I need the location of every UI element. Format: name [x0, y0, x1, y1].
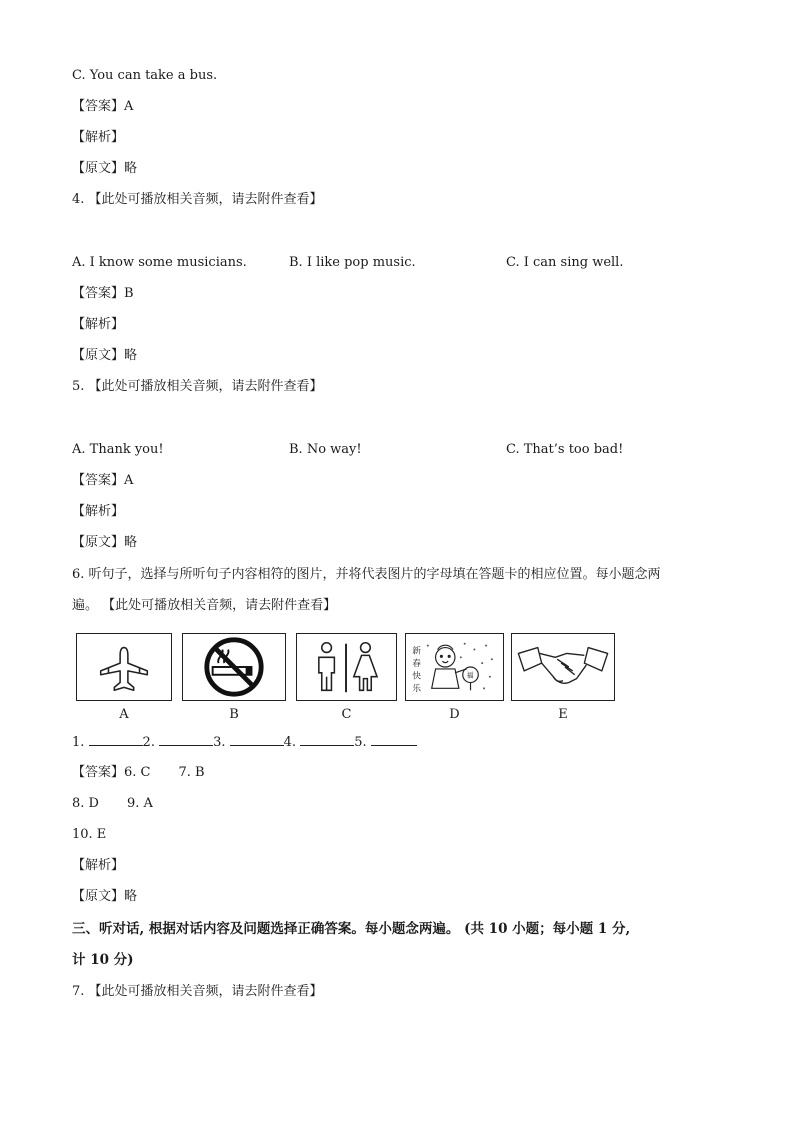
- q5-answer: 【答案】A: [72, 473, 134, 488]
- blank-label-2: 2.: [142, 735, 160, 750]
- new-year-child-icon: [406, 634, 503, 700]
- blank-3[interactable]: [230, 733, 284, 746]
- blank-5[interactable]: [371, 733, 417, 746]
- blank-2[interactable]: [159, 733, 213, 746]
- q6-blanks-row: [72, 733, 417, 752]
- picture-d-label: D: [449, 707, 460, 722]
- picture-d-char-4: 乐: [412, 684, 421, 695]
- picture-d-char-1: 新: [412, 646, 421, 657]
- q6-original: 【原文】略: [72, 889, 138, 904]
- q4-option-b: B. I like pop music.: [289, 255, 416, 270]
- picture-e: [511, 633, 615, 701]
- picture-b: [182, 633, 286, 701]
- restroom-icon: [297, 634, 396, 700]
- q3-analysis: 【解析】: [72, 130, 125, 145]
- q6-prompt-line1: 6. 听句子，选择与所听句子内容相符的图片，并将代表图片的字母填在答题卡的相应位置。每小题念两: [72, 567, 661, 582]
- q7-prompt: 7. 【此处可播放相关音频，请去附件查看】: [72, 984, 323, 999]
- blank-1[interactable]: [89, 733, 143, 746]
- section3-title-line1: 三、听对话, 根据对话内容及问题选择正确答案。每小题念两遍。 (共 10 小题；每小题 1 分,: [72, 921, 631, 937]
- picture-a: [76, 633, 172, 701]
- q6-answer-9: 9. A: [126, 796, 153, 811]
- picture-d-char-3: 快: [412, 671, 421, 682]
- q5-original: 【原文】略: [72, 535, 138, 550]
- q4-analysis: 【解析】: [72, 317, 125, 332]
- no-smoking-icon: [183, 634, 285, 700]
- picture-a-label: A: [119, 707, 129, 722]
- handshake-icon: [512, 634, 614, 700]
- blank-4[interactable]: [300, 733, 354, 746]
- q5-option-a: A. Thank you!: [72, 442, 164, 457]
- q4-option-a: A. I know some musicians.: [72, 255, 247, 270]
- q6-answer-7: 7. B: [178, 765, 205, 780]
- q5-prompt: 5. 【此处可播放相关音频，请去附件查看】: [72, 379, 323, 394]
- q6-answer-line1: [72, 764, 205, 782]
- blank-label-4: 4.: [283, 735, 301, 750]
- picture-d-char-2: 春: [412, 659, 421, 670]
- picture-e-label: E: [558, 707, 568, 722]
- section3-title-line2: 计 10 分): [72, 952, 134, 968]
- q6-prompt-line2: 遍。 【此处可播放相关音频，请去附件查看】: [72, 598, 337, 613]
- q5-analysis: 【解析】: [72, 504, 125, 519]
- q4-original: 【原文】略: [72, 348, 138, 363]
- picture-b-label: B: [229, 707, 239, 722]
- picture-d-char-5: 福: [466, 671, 474, 680]
- q6-answer-10: 10. E: [72, 827, 107, 842]
- q4-option-c: C. I can sing well.: [506, 255, 624, 270]
- q5-option-b: B. No way!: [289, 442, 362, 457]
- picture-c-label: C: [341, 707, 352, 722]
- q6-answer-8: 8. D: [72, 796, 99, 811]
- q3-answer: 【答案】A: [72, 99, 134, 114]
- blank-label-1: 1.: [72, 735, 89, 750]
- q3-original: 【原文】略: [72, 161, 138, 176]
- q6-answer-6: 【答案】6. C: [72, 765, 151, 780]
- q6-answer-line2: [72, 795, 153, 813]
- blank-label-3: 3.: [213, 735, 230, 750]
- q3-option-c: C. You can take a bus.: [72, 68, 218, 83]
- blank-label-5: 5.: [354, 735, 371, 750]
- picture-d: [405, 633, 504, 701]
- q4-answer: 【答案】B: [72, 286, 134, 301]
- q5-option-c: C. That’s too bad!: [506, 442, 624, 457]
- q4-prompt: 4. 【此处可播放相关音频，请去附件查看】: [72, 192, 323, 207]
- picture-c: [296, 633, 397, 701]
- airplane-icon: [77, 634, 171, 700]
- q6-analysis: 【解析】: [72, 858, 125, 873]
